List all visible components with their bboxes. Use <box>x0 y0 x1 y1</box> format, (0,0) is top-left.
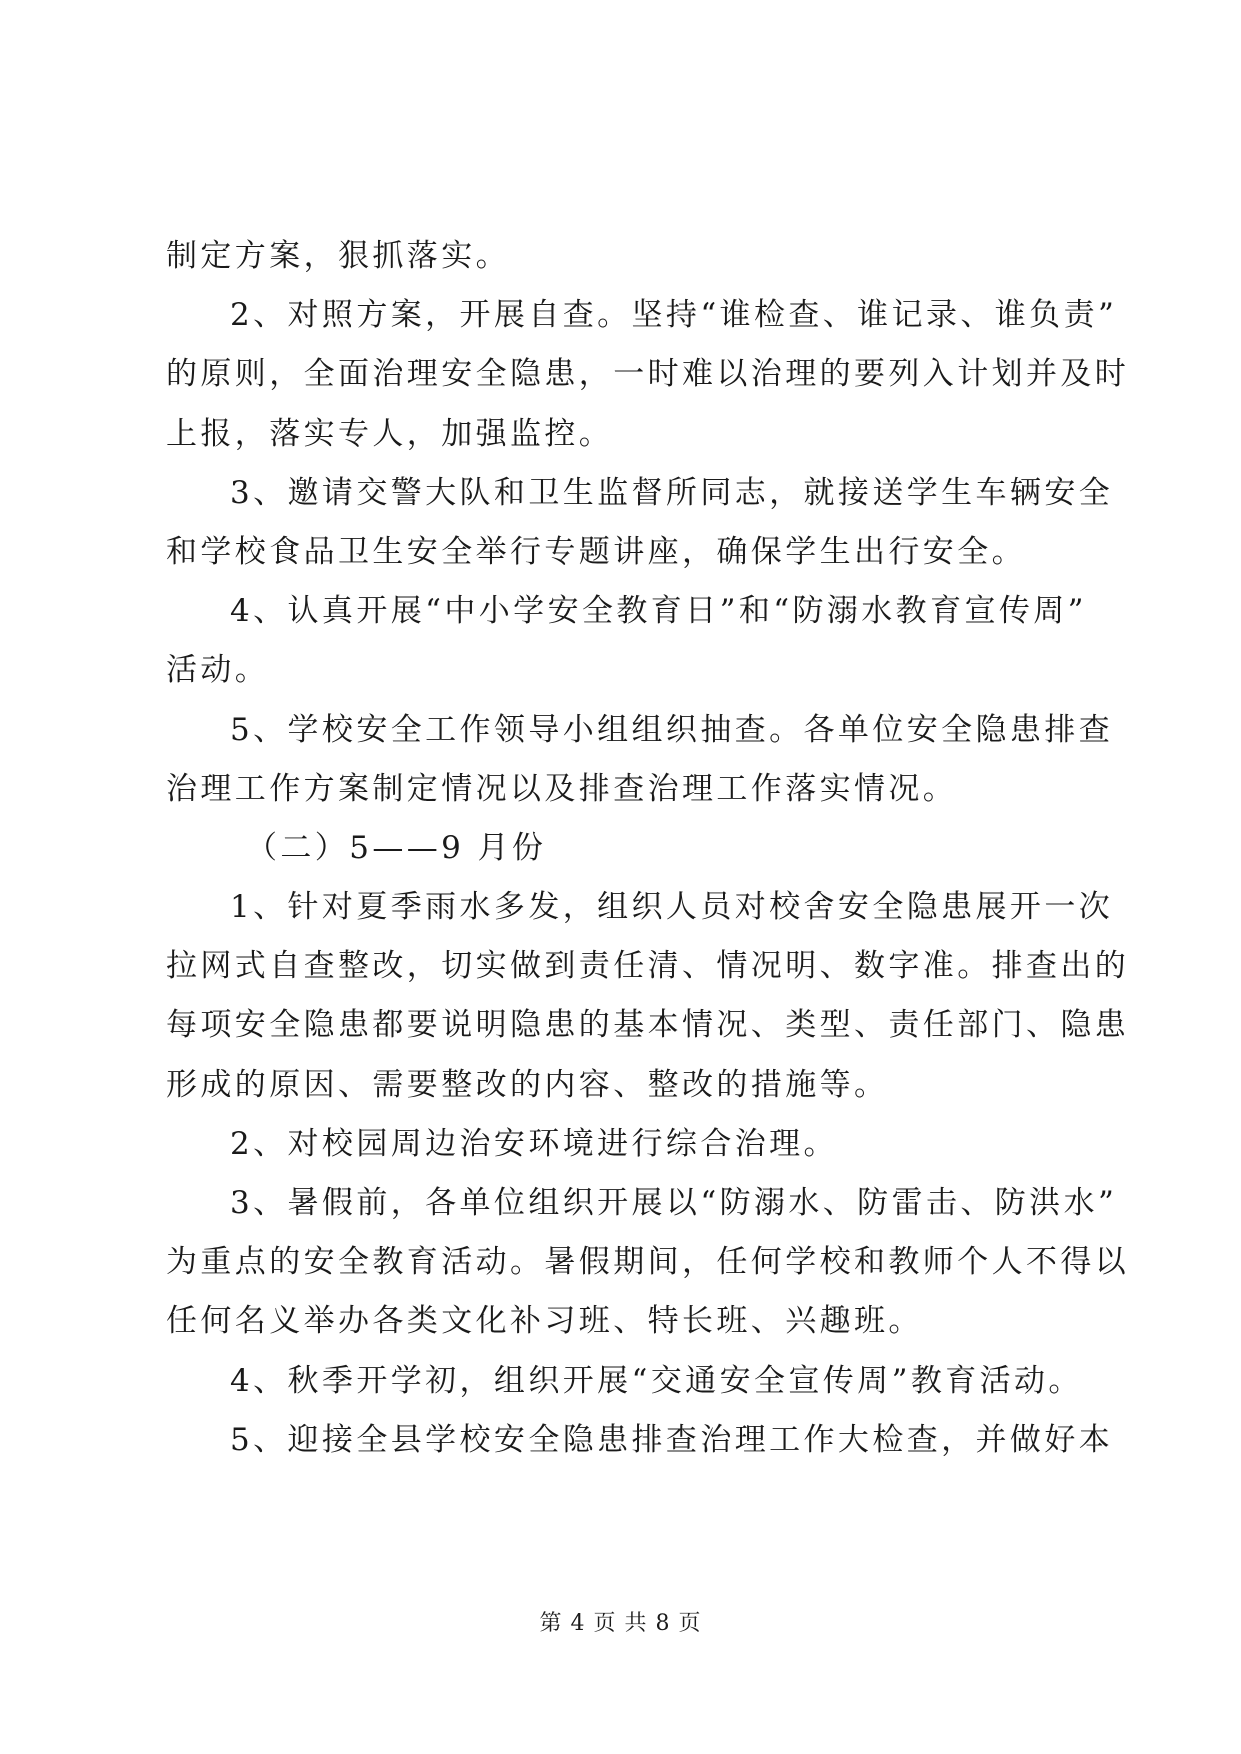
paragraph-line: 制定方案，狠抓落实。 <box>166 238 510 274</box>
paragraph-line: 3、暑假前，各单位组织开展以“防溺水、防雷击、防洪水” <box>230 1185 1118 1221</box>
paragraph-line: 为重点的安全教育活动。暑假期间，任何学校和教师个人不得以 <box>166 1244 1130 1281</box>
paragraph-line: 上报，落实专人，加强监控。 <box>166 415 614 452</box>
paragraph-line: 3、邀请交警大队和卫生监督所同志，就接送学生车辆安全 <box>230 474 1114 511</box>
paragraph-line: 5、学校安全工作领导小组组织抽查。各单位安全隐患排查 <box>230 711 1114 748</box>
paragraph-line: 任何名义举办各类文化补习班、特长班、兴趣班。 <box>166 1303 923 1340</box>
paragraph-line: 5、迎接全县学校安全隐患排查治理工作大检查，并做好本 <box>230 1421 1114 1458</box>
paragraph-line: 2、对照方案，开展自查。坚持“谁检查、谁记录、谁负责” <box>230 297 1118 334</box>
section-heading: （二）5——9 月份 <box>246 829 547 866</box>
paragraph-line: 活动。 <box>166 652 270 689</box>
paragraph-line: 拉网式自查整改，切实做到责任清、情况明、数字准。排查出的 <box>166 948 1130 985</box>
paragraph-line: 4、秋季开学初，组织开展“交通安全宣传周”教育活动。 <box>230 1362 1083 1399</box>
paragraph-line: 治理工作方案制定情况以及排查治理工作落实情况。 <box>166 770 958 807</box>
document-body <box>166 227 1130 1470</box>
paragraph-line: 1、针对夏季雨水多发，组织人员对校舍安全隐患展开一次 <box>230 889 1114 926</box>
paragraph-line: 4、认真开展“中小学安全教育日”和“防溺水教育宣传周” <box>230 593 1087 630</box>
paragraph-line: 形成的原因、需要整改的内容、整改的措施等。 <box>166 1066 889 1103</box>
paragraph-line: 2、对校园周边治安环境进行综合治理。 <box>230 1125 838 1162</box>
paragraph-line: 每项安全隐患都要说明隐患的基本情况、类型、责任部门、隐患 <box>166 1007 1130 1044</box>
paragraph-line: 的原则，全面治理安全隐患，一时难以治理的要列入计划并及时 <box>166 356 1130 393</box>
paragraph-line: 和学校食品卫生安全举行专题讲座，确保学生出行安全。 <box>166 533 1026 570</box>
page-number-footer: 第 4 页 共 8 页 <box>539 1611 702 1636</box>
